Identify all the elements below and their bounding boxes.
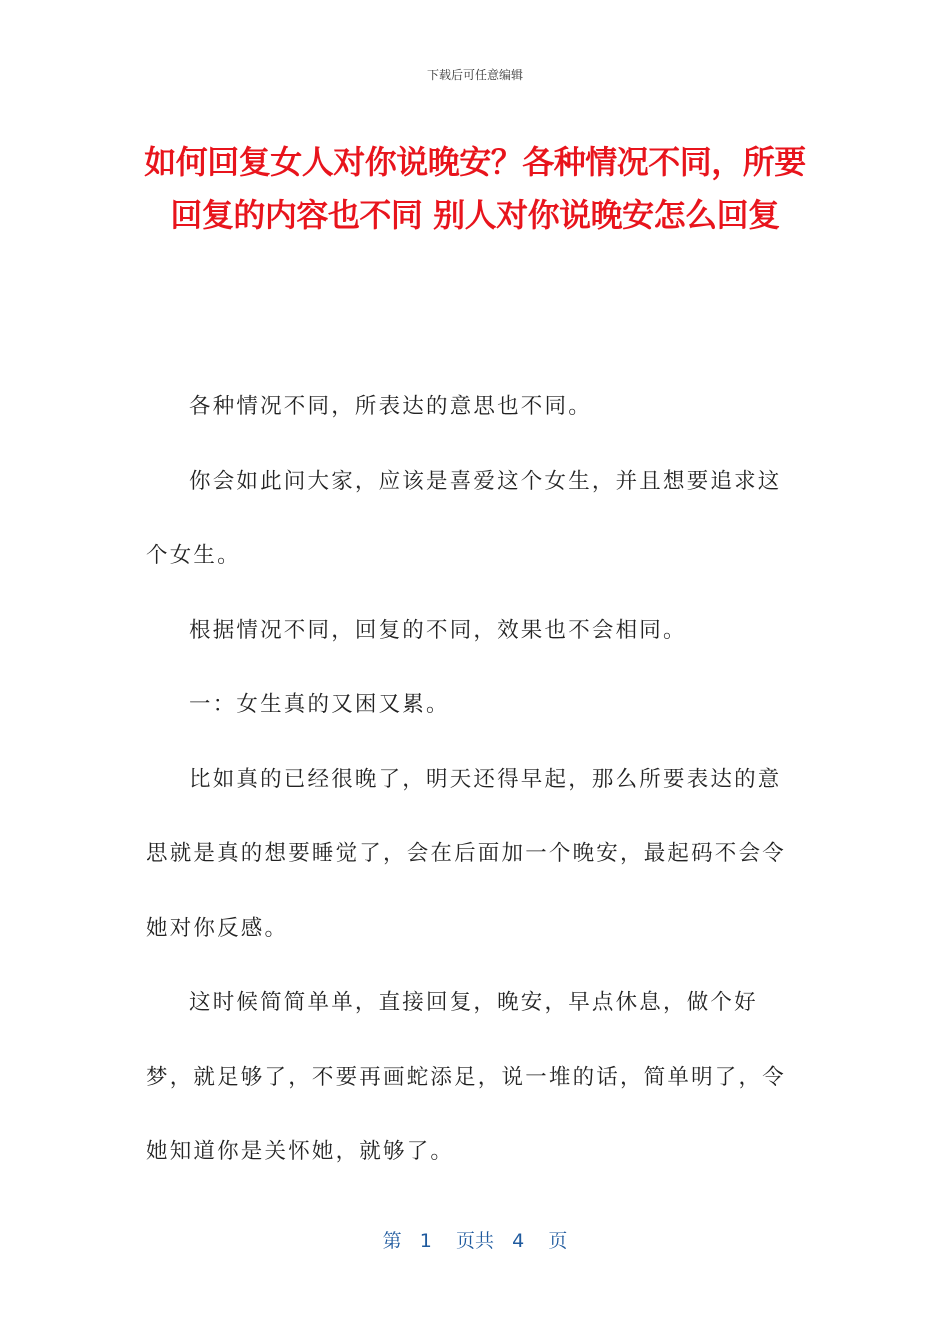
paragraph: 一：女生真的又困又累。 <box>189 692 450 717</box>
page-prefix: 第 <box>382 1230 402 1252</box>
paragraph: 各种情况不同，所表达的意思也不同。 <box>189 394 592 419</box>
current-page: 1 <box>419 1230 432 1252</box>
paragraph: 你会如此问大家，应该是喜爱这个女生，并且想要追求这个女生。 <box>146 468 782 568</box>
header-note: 下载后可任意编辑 <box>426 68 523 82</box>
page-number-footer <box>0 1226 950 1253</box>
total-pages: 4 <box>512 1230 525 1252</box>
paragraph: 根据情况不同，回复的不同，效果也不会相同。 <box>189 617 687 643</box>
page-suffix: 页 <box>548 1230 568 1252</box>
document-title: 如何回复女人对你说晚安？各种情况不同，所要回复的内容也不同 别人对你说晚安怎么回复 <box>144 143 806 234</box>
document-body <box>146 370 796 1190</box>
paragraph: 这时候简简单单，直接回复，晚安，早点休息，做个好梦，就足够了，不要再画蛇添足，说一堆的话，简单明了，令她知道你是关怀她，就够了。 <box>146 990 786 1164</box>
paragraph: 比如真的已经很晚了，明天还得早起，那么所要表达的意思就是真的想要睡觉了，会在后面加一个晚安，最起码不会令她对你反感。 <box>146 766 786 941</box>
page-mid: 页共 <box>455 1230 494 1252</box>
